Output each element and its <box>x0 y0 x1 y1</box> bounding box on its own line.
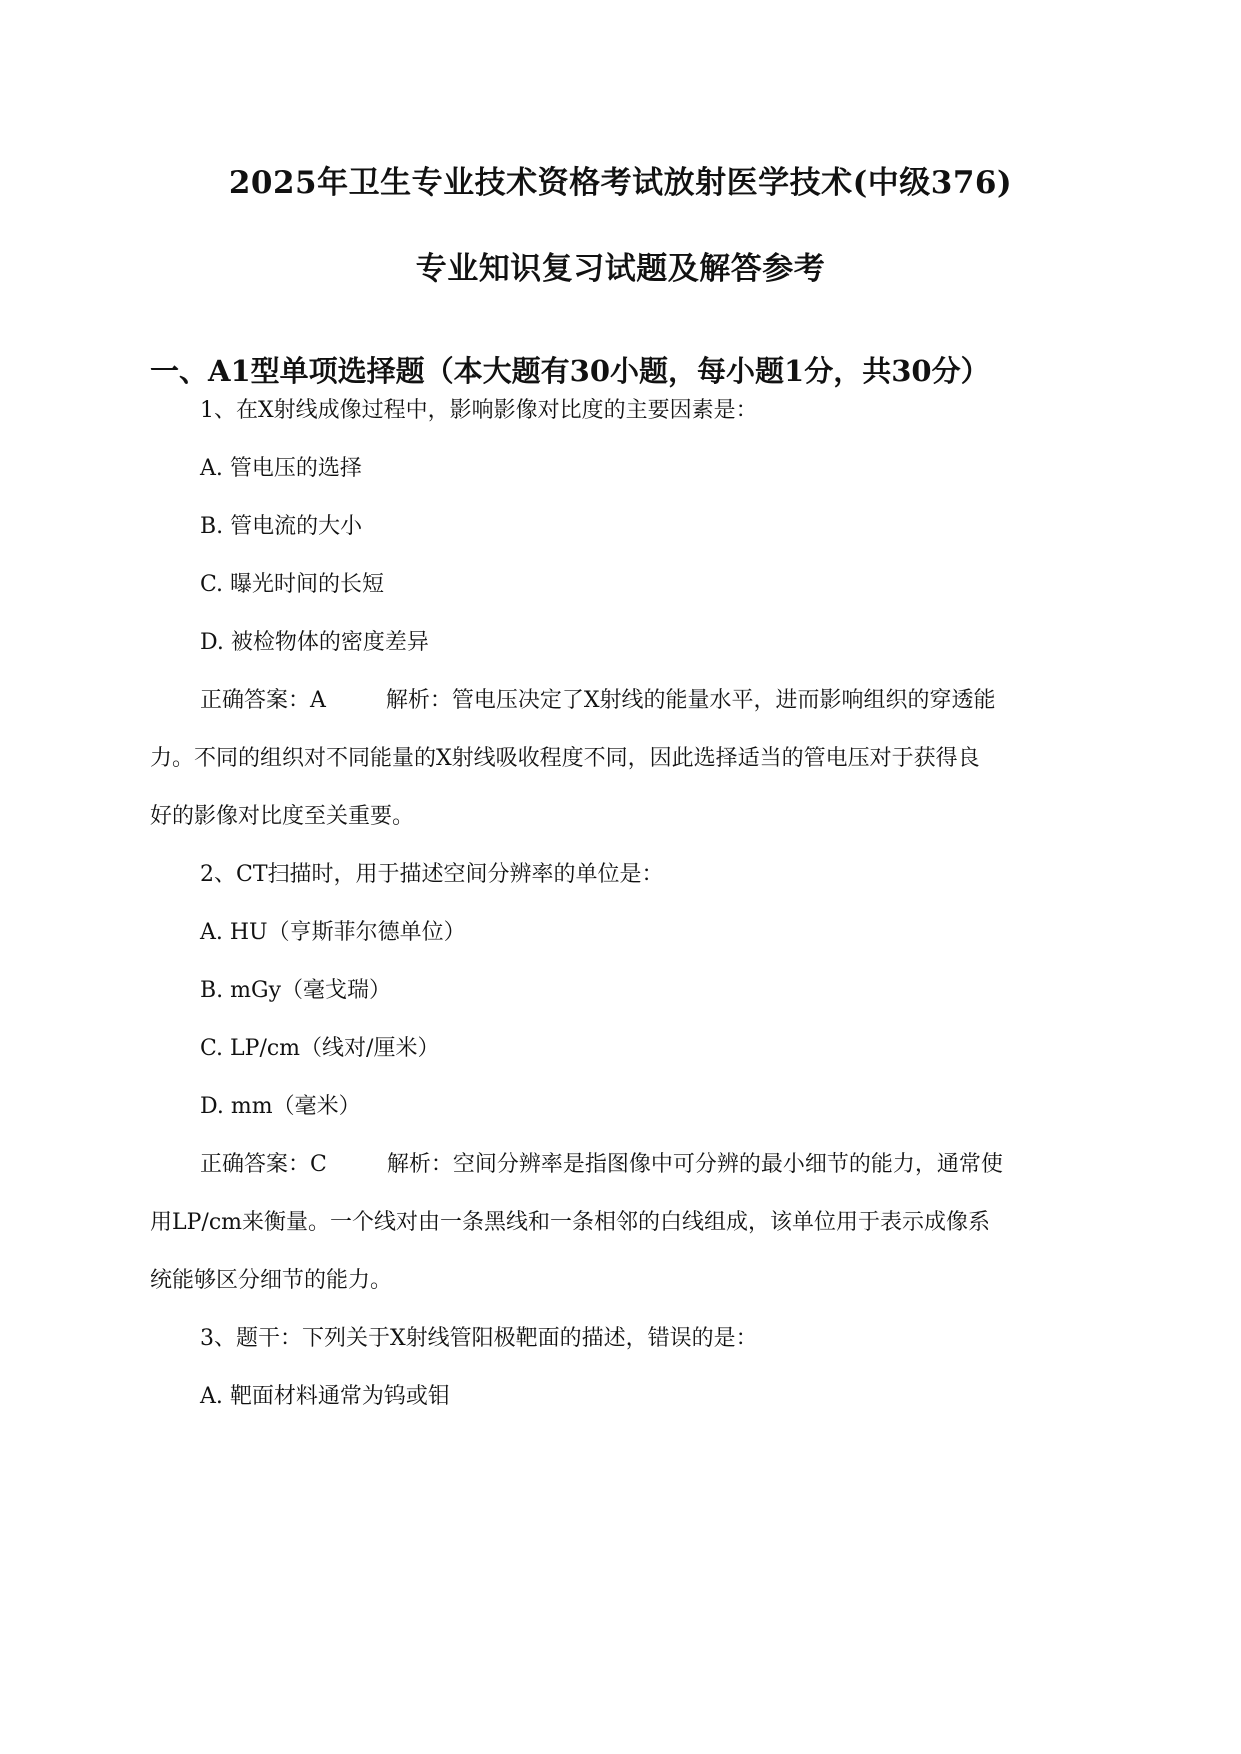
question-1-stem: 1、在X射线成像过程中，影响影像对比度的主要因素是： <box>200 398 758 423</box>
question-2-analysis-line-3: 统能够区分细节的能力。 <box>150 1268 393 1293</box>
question-1-analysis-line-2: 力。不同的组织对不同能量的X射线吸收程度不同，因此选择适当的管电压对于获得良 <box>150 746 980 771</box>
question-1-option-c: C. 曝光时间的长短 <box>200 572 385 597</box>
question-3-option-a: A. 靶面材料通常为钨或钼 <box>200 1384 450 1409</box>
question-1-answer: 正确答案：A <box>200 688 326 713</box>
section-heading: 一、A1型单项选择题（本大题有30小题，每小题1分，共30分） <box>150 354 990 388</box>
question-1-analysis-line-3: 好的影像对比度至关重要。 <box>150 804 415 829</box>
question-1-answer-line <box>200 686 996 716</box>
question-2-option-c: C. LP/cm（线对/厘米） <box>200 1036 440 1061</box>
document-title-line-1: 2025年卫生专业技术资格考试放射医学技术(中级376) <box>228 165 1013 201</box>
question-1-option-a: A. 管电压的选择 <box>200 456 362 481</box>
question-1-analysis-line-1: 解析：管电压决定了X射线的能量水平，进而影响组织的穿透能 <box>385 688 996 713</box>
question-2-answer: 正确答案：C <box>200 1152 327 1177</box>
question-3-stem: 3、题干：下列关于X射线管阳极靶面的描述，错误的是： <box>200 1326 758 1351</box>
question-2-option-d: D. mm（毫米） <box>200 1094 361 1119</box>
question-2-option-a: A. HU（亨斯菲尔德单位） <box>200 920 466 945</box>
question-1-option-b: B. 管电流的大小 <box>200 514 363 539</box>
question-2-analysis-line-2: 用LP/cm来衡量。一个线对由一条黑线和一条相邻的白线组成，该单位用于表示成像系 <box>150 1210 991 1235</box>
question-2-analysis-line-1: 解析：空间分辨率是指图像中可分辨的最小细节的能力，通常使 <box>386 1152 1003 1177</box>
question-2-stem: 2、CT扫描时，用于描述空间分辨率的单位是： <box>200 862 664 887</box>
question-2-option-b: B. mGy（毫戈瑞） <box>200 978 392 1003</box>
question-1-option-d: D. 被检物体的密度差异 <box>200 630 429 655</box>
question-2-answer-line <box>200 1150 1003 1180</box>
document-title-line-2: 专业知识复习试题及解答参考 <box>415 251 826 287</box>
